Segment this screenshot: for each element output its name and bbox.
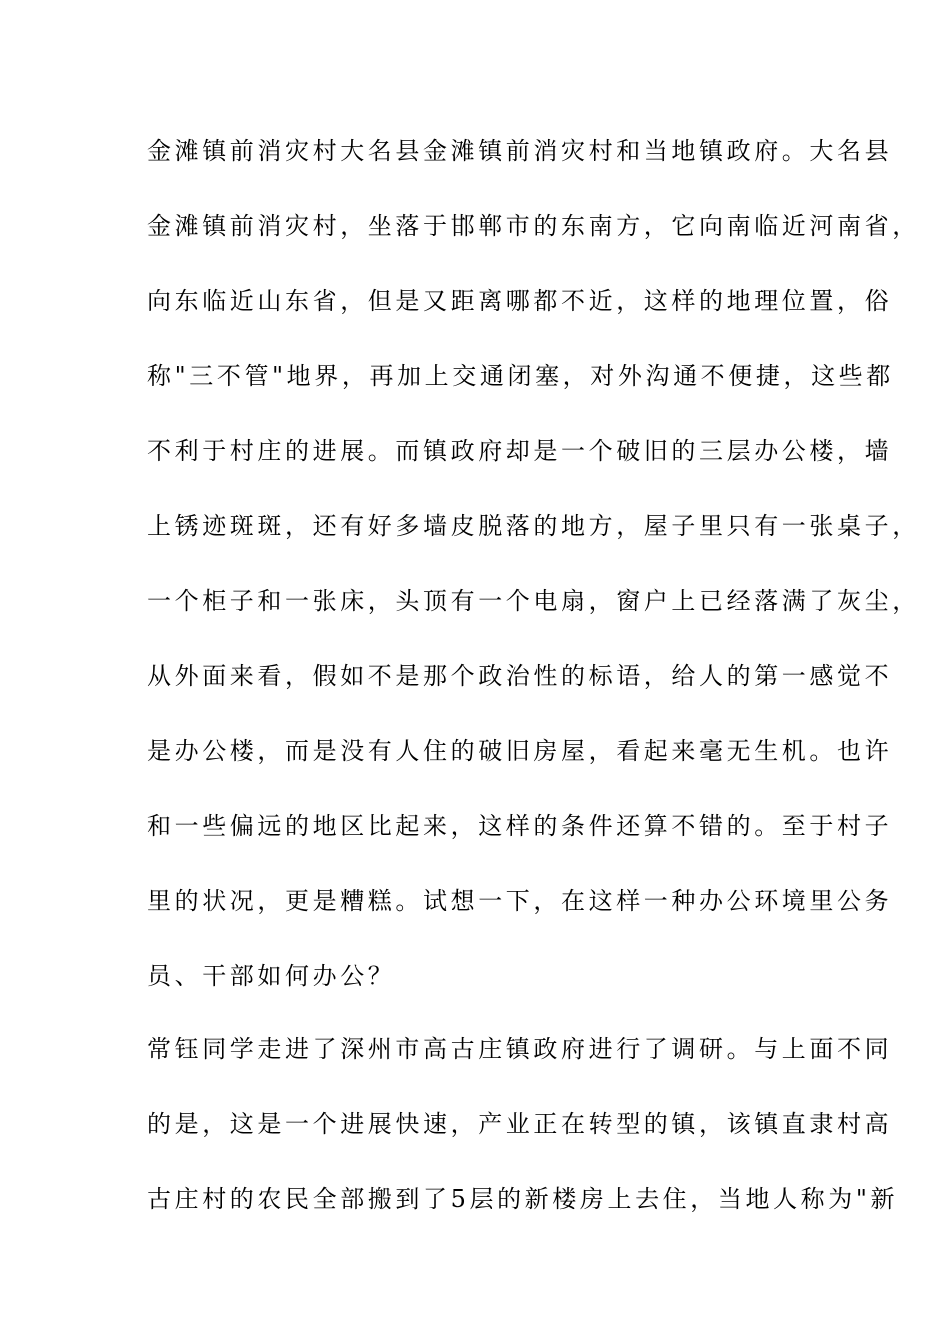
text-line: 上锈迹斑斑，还有好多墙皮脱落的地方，屋子里只有一张桌子， [147,512,920,540]
text-line: 的是，这是一个进展快速，产业正在转型的镇，该镇直隶村高 [147,1110,893,1138]
text-line: 一个柜子和一张床，头顶有一个电扇，窗户上已经落满了灰尘， [147,587,920,615]
text-line: 金滩镇前消灾村大名县金滩镇前消灾村和当地镇政府。大名县 [147,137,893,165]
text-line: 里的状况，更是糟糕。试想一下，在这样一种办公环境里公务 [147,887,893,915]
text-line: 是办公楼，而是没有人住的破旧房屋，看起来毫无生机。也许 [147,737,893,765]
text-line: 称"三不管"地界，再加上交通闭塞，对外沟通不便捷，这些都 [147,362,894,390]
text-line: 不利于村庄的进展。而镇政府却是一个破旧的三层办公楼，墙 [147,437,893,465]
text-line: 向东临近山东省，但是又距离哪都不近，这样的地理位置，俗 [147,287,893,315]
text-line: 员、干部如何办公？ [147,962,396,990]
text-line: 古庄村的农民全部搬到了5层的新楼房上去住，当地人称为"新 [147,1185,899,1213]
text-line: 和一些偏远的地区比起来，这样的条件还算不错的。至于村子 [147,812,893,840]
text-line: 金滩镇前消灾村，坐落于邯郸市的东南方，它向南临近河南省， [147,212,920,240]
text-line: 从外面来看，假如不是那个政治性的标语，给人的第一感觉不 [147,662,893,690]
text-line: 常钰同学走进了深州市高古庄镇政府进行了调研。与上面不同 [147,1035,893,1063]
